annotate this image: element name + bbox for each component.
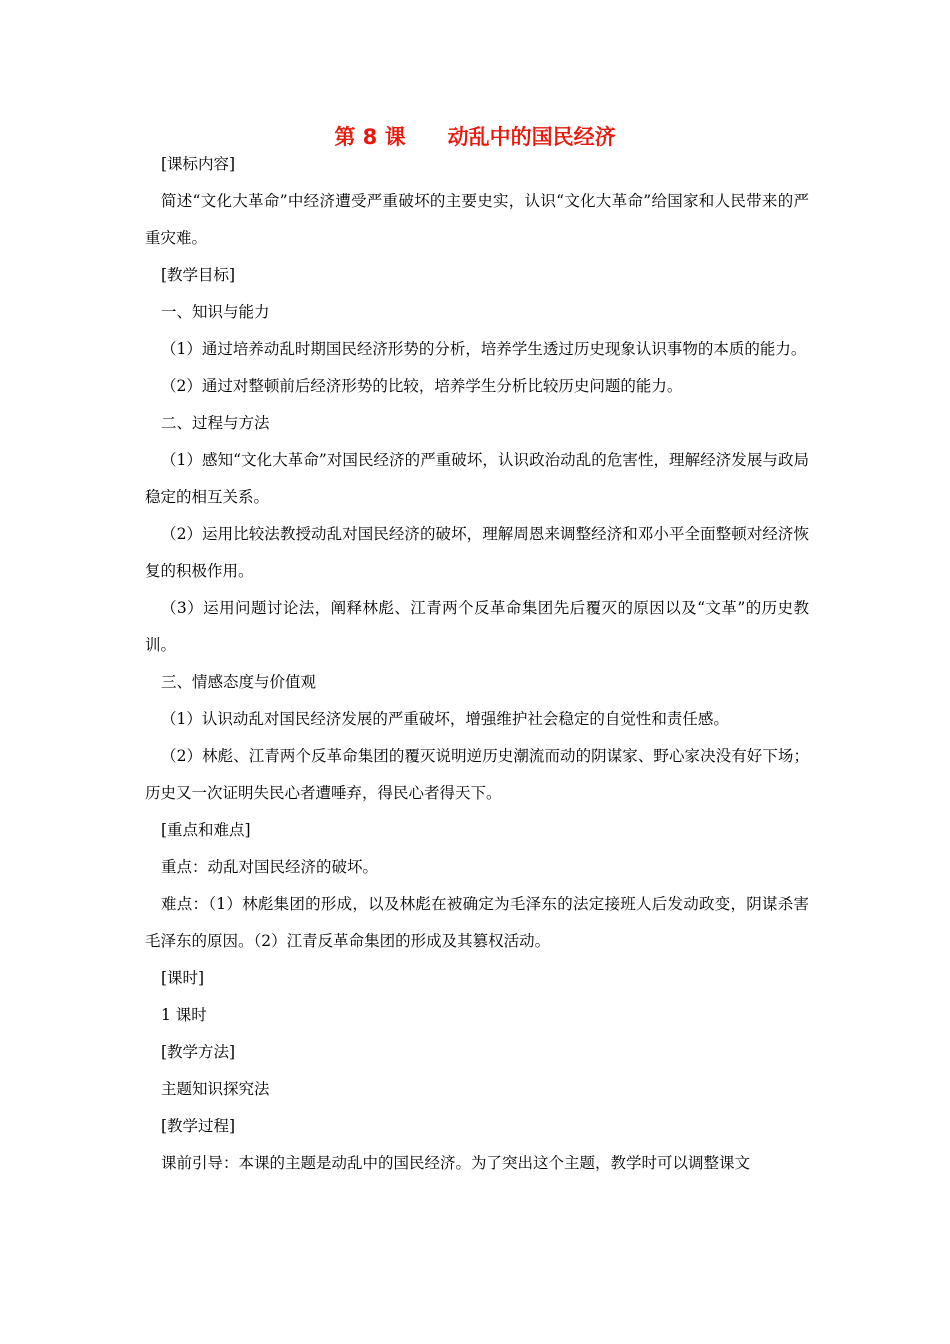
paragraph: 主题知识探究法 (161, 1080, 270, 1098)
paragraph: 简述“文化大革命”中经济遭受严重破坏的主要史实，认识“文化大革命”给国家和人民带来的严重灾难。 (145, 192, 809, 247)
paragraph: 重点：动乱对国民经济的破坏。 (161, 858, 379, 876)
paragraph: （2）林彪、江青两个反革命集团的覆灭说明逆历史潮流而动的阴谋家、野心家决没有好下场；历史又一次证明失民心者遭唾弃，得民心者得天下。 (145, 747, 809, 802)
paragraph: 1 课时 (161, 1006, 207, 1024)
paragraph: （3）运用问题讨论法，阐释林彪、江青两个反革命集团先后覆灭的原因以及“文革”的历史教训。 (145, 599, 809, 654)
paragraph: （2）通过对整顿前后经济形势的比较，培养学生分析比较历史问题的能力。 (161, 377, 683, 395)
section-heading: [课标内容] (161, 155, 236, 173)
section-heading: [教学过程] (161, 1117, 236, 1135)
subsection-heading: 三、情感态度与价值观 (161, 673, 317, 691)
paragraph: 课前引导：本课的主题是动乱中的国民经济。为了突出这个主题，教学时可以调整课文 (161, 1154, 751, 1172)
paragraph: （2）运用比较法教授动乱对国民经济的破坏，理解周恩来调整经济和邓小平全面整顿对经济恢复的积极作用。 (145, 525, 809, 580)
paragraph: （1）通过培养动乱时期国民经济形势的分析，培养学生透过历史现象认识事物的本质的能力。 (161, 340, 807, 358)
subsection-heading: 二、过程与方法 (161, 414, 270, 432)
paragraph: （1）感知“文化大革命”对国民经济的严重破坏，认识政治动乱的危害性，理解经济发展与政局稳定的相互关系。 (145, 451, 809, 506)
document-body (145, 146, 809, 1182)
paragraph: 难点：（1）林彪集团的形成，以及林彪在被确定为毛泽东的法定接班人后发动政变，阴谋杀害毛泽东的原因。（2）江青反革命集团的形成及其篡权活动。 (145, 895, 809, 950)
lesson-number: 第 8 课 (334, 125, 406, 149)
lesson-name: 动乱中的国民经济 (447, 125, 616, 149)
section-heading: [重点和难点] (161, 821, 251, 839)
subsection-heading: 一、知识与能力 (161, 303, 270, 321)
section-heading: [课时] (161, 969, 205, 987)
section-heading: [教学目标] (161, 266, 236, 284)
paragraph: （1）认识动乱对国民经济发展的严重破坏，增强维护社会稳定的自觉性和责任感。 (161, 710, 729, 728)
section-heading: [教学方法] (161, 1043, 236, 1061)
